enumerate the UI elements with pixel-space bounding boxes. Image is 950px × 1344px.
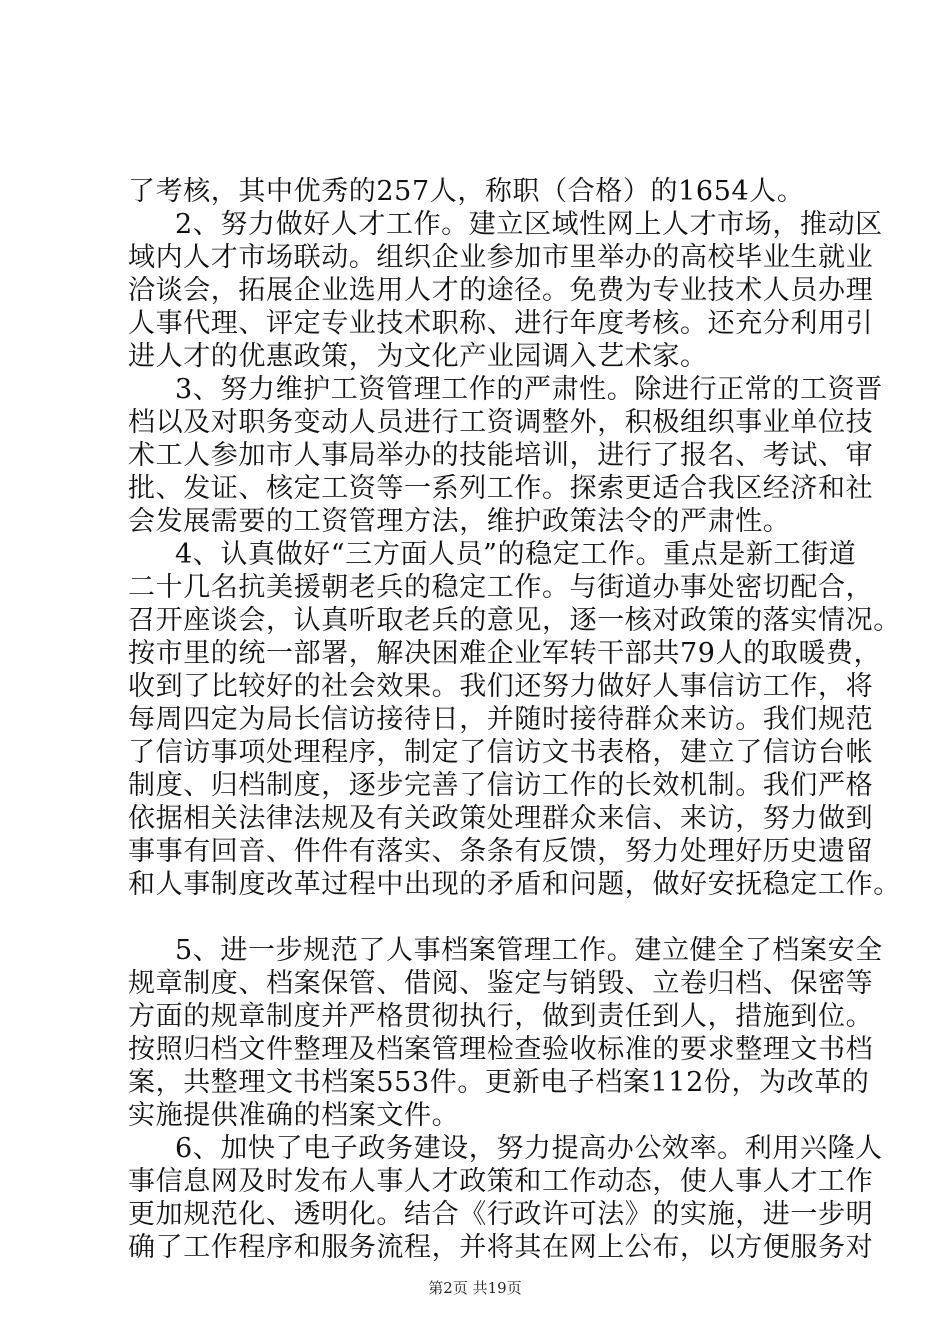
text-line: 案，共整理文书档案553件。更新电子档案112份，为改革的 <box>128 1067 870 1098</box>
text-line: 收到了比较好的社会效果。我们还努力做好人事信访工作，将 <box>128 671 874 702</box>
text-line: 依据相关法律法规及有关政策处理群众来信、来访，努力做到 <box>128 803 874 834</box>
text-line: 制度、归档制度，逐步完善了信访工作的长效机制。我们严格 <box>128 770 874 801</box>
text-line: 3、努力维护工资管理工作的严肃性。除进行正常的工资晋 <box>175 374 883 405</box>
text-line: 方面的规章制度并严格贯彻执行，做到责任到人，措施到位。 <box>128 1001 874 1032</box>
text-line: 批、发证、核定工资等一系列工作。探索更适合我区经济和社 <box>128 473 874 504</box>
text-line: 了考核，其中优秀的257人，称职（合格）的1654人。 <box>128 176 805 207</box>
text-line: 召开座谈会，认真听取老兵的意见，逐一核对政策的落实情况。 <box>128 605 901 636</box>
text-line: 2、努力做好人才工作。建立区域性网上人才市场，推动区 <box>175 209 883 240</box>
text-line: 二十几名抗美援朝老兵的稳定工作。与街道办事处密切配合， <box>128 572 874 603</box>
text-line: 6、加快了电子政务建设，努力提高办公效率。利用兴隆人 <box>175 1133 883 1164</box>
text-line: 洽谈会，拓展企业选用人才的途径。免费为专业技术人员办理 <box>128 275 874 306</box>
text-line: 域内人才市场联动。组织企业参加市里举办的高校毕业生就业 <box>128 242 874 273</box>
page-number: 第2页 共19页 <box>428 1279 522 1297</box>
text-line: 事事有回音、件件有落实、条条有反馈，努力处理好历史遗留 <box>128 836 874 867</box>
text-line: 会发展需要的工资管理方法，维护政策法令的严肃性。 <box>128 506 791 537</box>
text-line: 4、认真做好“三方面人员”的稳定工作。重点是新工街道 <box>175 539 857 570</box>
text-line: 实施提供准确的档案文件。 <box>128 1100 460 1131</box>
text-line: 更加规范化、透明化。结合《行政许可法》的实施，进一步明 <box>128 1199 874 1230</box>
text-line: 规章制度、档案保管、借阅、鉴定与销毁、立卷归档、保密等 <box>128 968 874 999</box>
text-line: 5、进一步规范了人事档案管理工作。建立健全了档案安全 <box>175 935 883 966</box>
text-line: 事信息网及时发布人事人才政策和工作动态，使人事人才工作 <box>128 1166 874 1197</box>
text-line: 确了工作程序和服务流程，并将其在网上公布，以方便服务对 <box>128 1232 874 1263</box>
text-line: 人事代理、评定专业技术职称、进行年度考核。还充分利用引 <box>128 308 874 339</box>
text-line: 每周四定为局长信访接待日，并随时接待群众来访。我们规范 <box>128 704 874 735</box>
text-line: 和人事制度改革过程中出现的矛盾和问题，做好安抚稳定工作。 <box>128 869 901 900</box>
text-line: 进人才的优惠政策，为文化产业园调入艺术家。 <box>128 341 708 372</box>
text-line: 按市里的统一部署，解决困难企业军转干部共79人的取暖费， <box>128 638 882 669</box>
text-line: 按照归档文件整理及档案管理检查验收标准的要求整理文书档 <box>128 1034 874 1065</box>
text-line: 了信访事项处理程序，制定了信访文书表格，建立了信访台帐 <box>128 737 874 768</box>
text-line: 档以及对职务变动人员进行工资调整外，积极组织事业单位技 <box>128 407 874 438</box>
text-line: 术工人参加市人事局举办的技能培训，进行了报名、考试、审 <box>128 440 874 471</box>
